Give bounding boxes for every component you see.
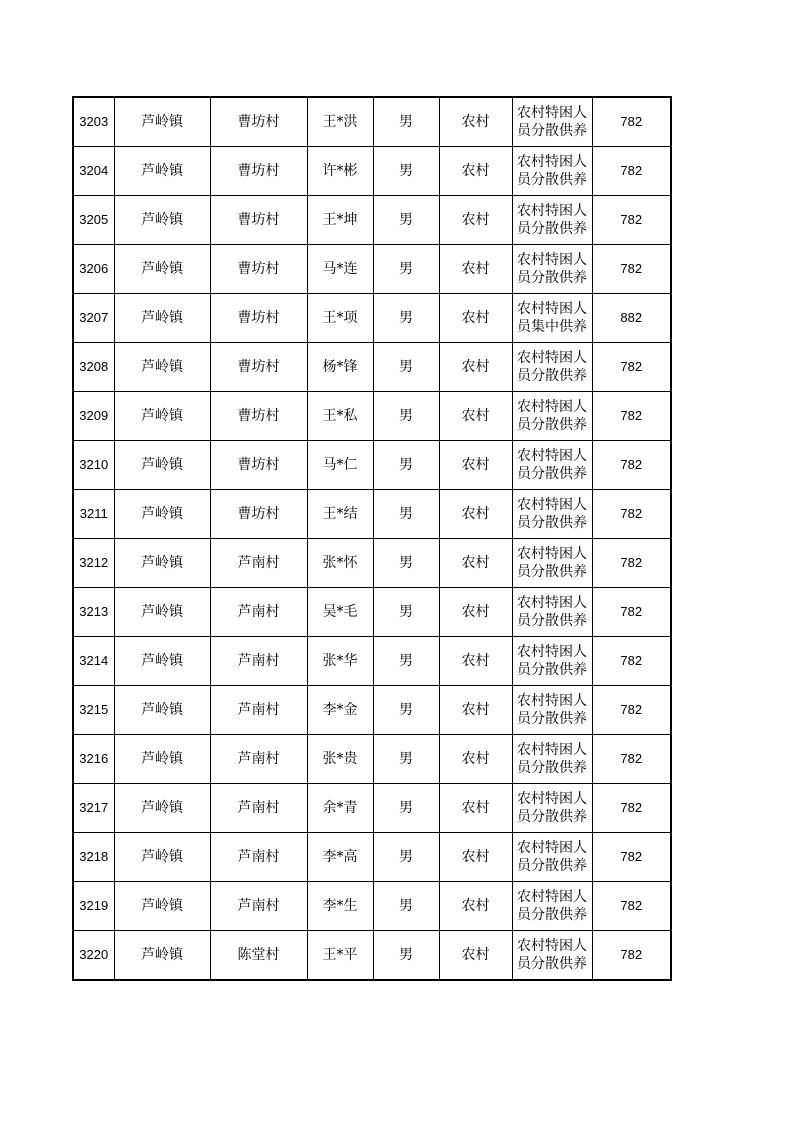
town-cell: 芦岭镇 bbox=[114, 833, 210, 882]
town-cell: 芦岭镇 bbox=[114, 735, 210, 784]
person-name-cell: 余*青 bbox=[307, 784, 373, 833]
serial-number-cell: 3215 bbox=[73, 686, 114, 735]
table-body bbox=[73, 97, 671, 980]
town-cell: 芦岭镇 bbox=[114, 294, 210, 343]
area-type-cell: 农村 bbox=[439, 97, 512, 147]
serial-number-cell: 3205 bbox=[73, 196, 114, 245]
table-row bbox=[73, 784, 671, 833]
village-cell: 曹坊村 bbox=[210, 441, 307, 490]
town-cell: 芦岭镇 bbox=[114, 441, 210, 490]
support-category-cell: 农村特困人员分散供养 bbox=[512, 539, 592, 588]
town-cell: 芦岭镇 bbox=[114, 539, 210, 588]
serial-number-cell: 3207 bbox=[73, 294, 114, 343]
table-row bbox=[73, 637, 671, 686]
area-type-cell: 农村 bbox=[439, 490, 512, 539]
support-category-cell: 农村特困人员分散供养 bbox=[512, 637, 592, 686]
subsidy-amount-cell: 782 bbox=[592, 147, 671, 196]
village-cell: 曹坊村 bbox=[210, 294, 307, 343]
person-name-cell: 杨*锋 bbox=[307, 343, 373, 392]
beneficiary-table bbox=[72, 96, 672, 981]
gender-cell: 男 bbox=[373, 784, 439, 833]
person-name-cell: 王*坤 bbox=[307, 196, 373, 245]
support-category-cell: 农村特困人员分散供养 bbox=[512, 588, 592, 637]
serial-number-cell: 3203 bbox=[73, 97, 114, 147]
support-category-cell: 农村特困人员分散供养 bbox=[512, 931, 592, 981]
town-cell: 芦岭镇 bbox=[114, 686, 210, 735]
gender-cell: 男 bbox=[373, 588, 439, 637]
town-cell: 芦岭镇 bbox=[114, 588, 210, 637]
town-cell: 芦岭镇 bbox=[114, 784, 210, 833]
person-name-cell: 王*平 bbox=[307, 931, 373, 981]
gender-cell: 男 bbox=[373, 882, 439, 931]
gender-cell: 男 bbox=[373, 931, 439, 981]
gender-cell: 男 bbox=[373, 294, 439, 343]
village-cell: 芦南村 bbox=[210, 588, 307, 637]
town-cell: 芦岭镇 bbox=[114, 637, 210, 686]
table-row bbox=[73, 882, 671, 931]
village-cell: 曹坊村 bbox=[210, 196, 307, 245]
person-name-cell: 马*连 bbox=[307, 245, 373, 294]
table-row bbox=[73, 147, 671, 196]
table-row bbox=[73, 196, 671, 245]
subsidy-amount-cell: 782 bbox=[592, 392, 671, 441]
person-name-cell: 马*仁 bbox=[307, 441, 373, 490]
gender-cell: 男 bbox=[373, 392, 439, 441]
person-name-cell: 李*高 bbox=[307, 833, 373, 882]
area-type-cell: 农村 bbox=[439, 343, 512, 392]
person-name-cell: 吴*毛 bbox=[307, 588, 373, 637]
town-cell: 芦岭镇 bbox=[114, 490, 210, 539]
area-type-cell: 农村 bbox=[439, 196, 512, 245]
village-cell: 芦南村 bbox=[210, 882, 307, 931]
gender-cell: 男 bbox=[373, 147, 439, 196]
gender-cell: 男 bbox=[373, 735, 439, 784]
serial-number-cell: 3208 bbox=[73, 343, 114, 392]
support-category-cell: 农村特困人员分散供养 bbox=[512, 735, 592, 784]
serial-number-cell: 3212 bbox=[73, 539, 114, 588]
gender-cell: 男 bbox=[373, 686, 439, 735]
subsidy-amount-cell: 782 bbox=[592, 245, 671, 294]
village-cell: 曹坊村 bbox=[210, 245, 307, 294]
area-type-cell: 农村 bbox=[439, 245, 512, 294]
area-type-cell: 农村 bbox=[439, 735, 512, 784]
gender-cell: 男 bbox=[373, 490, 439, 539]
serial-number-cell: 3210 bbox=[73, 441, 114, 490]
area-type-cell: 农村 bbox=[439, 686, 512, 735]
support-category-cell: 农村特困人员分散供养 bbox=[512, 392, 592, 441]
area-type-cell: 农村 bbox=[439, 931, 512, 981]
village-cell: 陈堂村 bbox=[210, 931, 307, 981]
area-type-cell: 农村 bbox=[439, 294, 512, 343]
serial-number-cell: 3218 bbox=[73, 833, 114, 882]
person-name-cell: 王*结 bbox=[307, 490, 373, 539]
support-category-cell: 农村特困人员分散供养 bbox=[512, 686, 592, 735]
village-cell: 芦南村 bbox=[210, 784, 307, 833]
town-cell: 芦岭镇 bbox=[114, 245, 210, 294]
person-name-cell: 王*私 bbox=[307, 392, 373, 441]
area-type-cell: 农村 bbox=[439, 784, 512, 833]
subsidy-amount-cell: 782 bbox=[592, 97, 671, 147]
table-row bbox=[73, 343, 671, 392]
area-type-cell: 农村 bbox=[439, 588, 512, 637]
village-cell: 曹坊村 bbox=[210, 343, 307, 392]
support-category-cell: 农村特困人员分散供养 bbox=[512, 833, 592, 882]
town-cell: 芦岭镇 bbox=[114, 392, 210, 441]
table-row bbox=[73, 97, 671, 147]
table-row bbox=[73, 490, 671, 539]
town-cell: 芦岭镇 bbox=[114, 196, 210, 245]
gender-cell: 男 bbox=[373, 539, 439, 588]
serial-number-cell: 3219 bbox=[73, 882, 114, 931]
table-row bbox=[73, 931, 671, 981]
serial-number-cell: 3204 bbox=[73, 147, 114, 196]
serial-number-cell: 3213 bbox=[73, 588, 114, 637]
subsidy-amount-cell: 782 bbox=[592, 784, 671, 833]
village-cell: 曹坊村 bbox=[210, 392, 307, 441]
support-category-cell: 农村特困人员分散供养 bbox=[512, 196, 592, 245]
town-cell: 芦岭镇 bbox=[114, 882, 210, 931]
subsidy-amount-cell: 782 bbox=[592, 539, 671, 588]
serial-number-cell: 3211 bbox=[73, 490, 114, 539]
subsidy-amount-cell: 782 bbox=[592, 196, 671, 245]
village-cell: 曹坊村 bbox=[210, 147, 307, 196]
serial-number-cell: 3217 bbox=[73, 784, 114, 833]
area-type-cell: 农村 bbox=[439, 147, 512, 196]
serial-number-cell: 3220 bbox=[73, 931, 114, 981]
gender-cell: 男 bbox=[373, 637, 439, 686]
area-type-cell: 农村 bbox=[439, 882, 512, 931]
support-category-cell: 农村特困人员分散供养 bbox=[512, 784, 592, 833]
support-category-cell: 农村特困人员分散供养 bbox=[512, 97, 592, 147]
person-name-cell: 张*华 bbox=[307, 637, 373, 686]
table-row bbox=[73, 441, 671, 490]
serial-number-cell: 3216 bbox=[73, 735, 114, 784]
village-cell: 芦南村 bbox=[210, 833, 307, 882]
gender-cell: 男 bbox=[373, 833, 439, 882]
area-type-cell: 农村 bbox=[439, 441, 512, 490]
area-type-cell: 农村 bbox=[439, 392, 512, 441]
person-name-cell: 李*生 bbox=[307, 882, 373, 931]
support-category-cell: 农村特困人员分散供养 bbox=[512, 343, 592, 392]
person-name-cell: 王*项 bbox=[307, 294, 373, 343]
subsidy-amount-cell: 782 bbox=[592, 637, 671, 686]
person-name-cell: 许*彬 bbox=[307, 147, 373, 196]
gender-cell: 男 bbox=[373, 245, 439, 294]
subsidy-amount-cell: 782 bbox=[592, 735, 671, 784]
table-row bbox=[73, 539, 671, 588]
village-cell: 曹坊村 bbox=[210, 97, 307, 147]
area-type-cell: 农村 bbox=[439, 637, 512, 686]
town-cell: 芦岭镇 bbox=[114, 931, 210, 981]
person-name-cell: 张*怀 bbox=[307, 539, 373, 588]
subsidy-amount-cell: 882 bbox=[592, 294, 671, 343]
support-category-cell: 农村特困人员分散供养 bbox=[512, 490, 592, 539]
support-category-cell: 农村特困人员分散供养 bbox=[512, 245, 592, 294]
area-type-cell: 农村 bbox=[439, 833, 512, 882]
village-cell: 芦南村 bbox=[210, 735, 307, 784]
village-cell: 芦南村 bbox=[210, 539, 307, 588]
village-cell: 芦南村 bbox=[210, 637, 307, 686]
support-category-cell: 农村特困人员分散供养 bbox=[512, 147, 592, 196]
table-row bbox=[73, 392, 671, 441]
town-cell: 芦岭镇 bbox=[114, 343, 210, 392]
village-cell: 芦南村 bbox=[210, 686, 307, 735]
person-name-cell: 李*金 bbox=[307, 686, 373, 735]
serial-number-cell: 3209 bbox=[73, 392, 114, 441]
subsidy-amount-cell: 782 bbox=[592, 931, 671, 981]
support-category-cell: 农村特困人员分散供养 bbox=[512, 441, 592, 490]
area-type-cell: 农村 bbox=[439, 539, 512, 588]
gender-cell: 男 bbox=[373, 441, 439, 490]
village-cell: 曹坊村 bbox=[210, 490, 307, 539]
table-row bbox=[73, 735, 671, 784]
support-category-cell: 农村特困人员分散供养 bbox=[512, 882, 592, 931]
serial-number-cell: 3214 bbox=[73, 637, 114, 686]
table-row bbox=[73, 833, 671, 882]
person-name-cell: 王*洪 bbox=[307, 97, 373, 147]
person-name-cell: 张*贵 bbox=[307, 735, 373, 784]
table-row bbox=[73, 686, 671, 735]
subsidy-amount-cell: 782 bbox=[592, 882, 671, 931]
subsidy-amount-cell: 782 bbox=[592, 441, 671, 490]
subsidy-amount-cell: 782 bbox=[592, 343, 671, 392]
table-row bbox=[73, 245, 671, 294]
gender-cell: 男 bbox=[373, 196, 439, 245]
support-category-cell: 农村特困人员集中供养 bbox=[512, 294, 592, 343]
subsidy-amount-cell: 782 bbox=[592, 588, 671, 637]
subsidy-amount-cell: 782 bbox=[592, 490, 671, 539]
subsidy-amount-cell: 782 bbox=[592, 686, 671, 735]
gender-cell: 男 bbox=[373, 97, 439, 147]
town-cell: 芦岭镇 bbox=[114, 97, 210, 147]
subsidy-amount-cell: 782 bbox=[592, 833, 671, 882]
town-cell: 芦岭镇 bbox=[114, 147, 210, 196]
table-row bbox=[73, 588, 671, 637]
serial-number-cell: 3206 bbox=[73, 245, 114, 294]
gender-cell: 男 bbox=[373, 343, 439, 392]
table-row bbox=[73, 294, 671, 343]
